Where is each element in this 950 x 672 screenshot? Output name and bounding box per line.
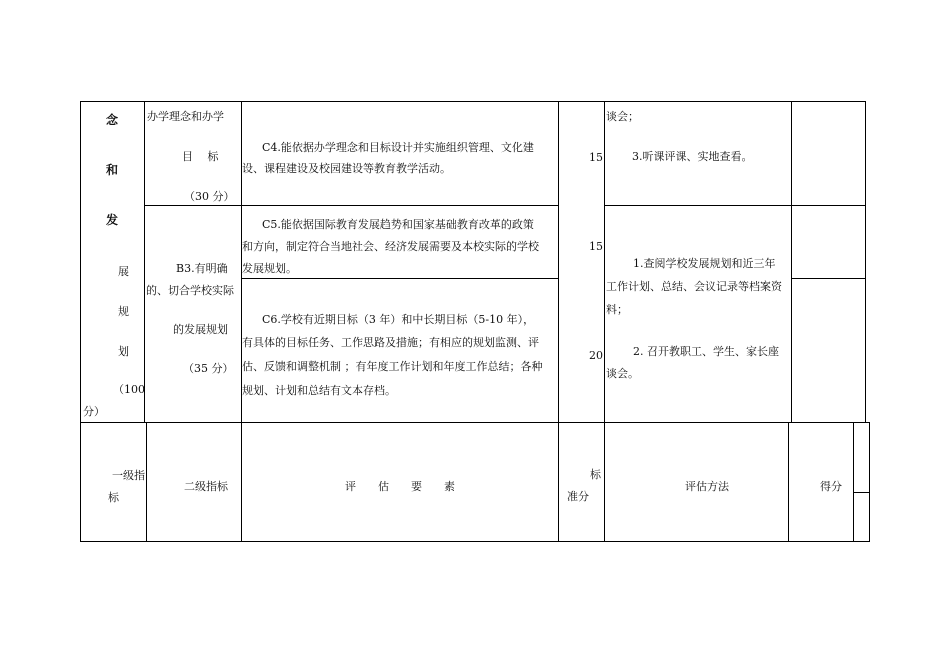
level2-text: 办学理念和办学 [147,110,224,123]
level2-text: 的、切合学校实际 [146,284,234,297]
row-divider-score-right [791,278,866,279]
criterion-text: C5.能依据国际教育发展趋势和国家基础教育改革的政策 [262,218,534,231]
header-col5-line [604,422,605,541]
level1-char: 划 [118,345,129,358]
level1-char: （100 [113,383,145,396]
table-top-border [80,101,866,102]
method-text: 2. 召开教职工、学生、家长座 [633,345,779,358]
criterion-text: C4.能依据办学理念和目标设计并实施组织管理、文化建 [262,141,534,154]
level2-text: （30 分） [184,190,235,203]
level2-text: B3.有明确 [176,262,228,275]
header-inner-line [853,492,870,493]
row-divider-b [144,205,558,206]
header-level1: 标 [108,491,119,504]
criterion-text: 规划、计划和总结有文本存档。 [242,384,396,397]
header-col4-line [558,422,559,541]
header-col6-line [788,422,789,541]
col-grade-line [791,101,792,422]
col-method-line [604,101,605,422]
level1-char: 分） [83,405,105,418]
header-col3-line [241,422,242,541]
criterion-text: 和方向，制定符合当地社会、经济发展需要及本校实际的学校 [242,240,539,253]
method-text: 谈会； [606,110,639,123]
header-criteria: 评 估 要 素 [345,480,455,493]
method-text: 谈会。 [606,367,639,380]
level1-char: 和 [106,163,119,177]
method-text: 1.查阅学校发展规划和近三年 [633,257,776,270]
header-col7-line [853,422,854,541]
row-divider-c [241,278,558,279]
standard-score: 15 [589,240,603,253]
standard-score: 15 [589,151,603,164]
criterion-text: 设、课程建设及校园建设等教育教学活动。 [242,162,451,175]
header-standard-score: 标 [590,468,601,481]
header-col2-line [146,422,147,541]
header-right-border [869,422,870,541]
col-score-line [558,101,559,422]
header-standard-score: 准分 [567,490,589,503]
standard-score: 20 [589,349,603,362]
level1-char: 念 [106,113,119,127]
header-method: 评估方法 [685,480,729,493]
left-border [80,101,81,542]
method-text: 3.听课评课、实地查看。 [632,150,753,163]
level2-text: 目 标 [182,150,219,163]
criterion-text: 发展规划。 [242,262,297,275]
col-right-line [865,101,866,422]
header-level1: 一级指 [112,469,145,482]
level1-char: 展 [118,265,129,278]
level1-char: 发 [106,213,119,227]
criterion-text: C6.学校有近期目标（3 年）和中长期目标（5-10 年）， [262,313,535,326]
level2-text: （35 分） [183,362,234,375]
level2-text: 的发展规划 [173,323,228,336]
header-grade: 得分 [820,480,842,493]
header-level2: 二级指标 [184,480,228,493]
method-text: 料； [606,303,628,316]
col-b-line [144,101,145,422]
row-divider-method [604,205,866,206]
method-text: 工作计划、总结、会议记录等档案资 [606,280,782,293]
level1-char: 规 [118,305,129,318]
criterion-text: 有具体的目标任务、工作思路及措施；有相应的规划监测、评 [242,336,539,349]
header-bottom-border [80,541,870,542]
upper-table-bottom [80,422,870,423]
criterion-text: 估、反馈和调整机制 ；有年度工作计划和年度工作总结；各种 [242,360,543,373]
